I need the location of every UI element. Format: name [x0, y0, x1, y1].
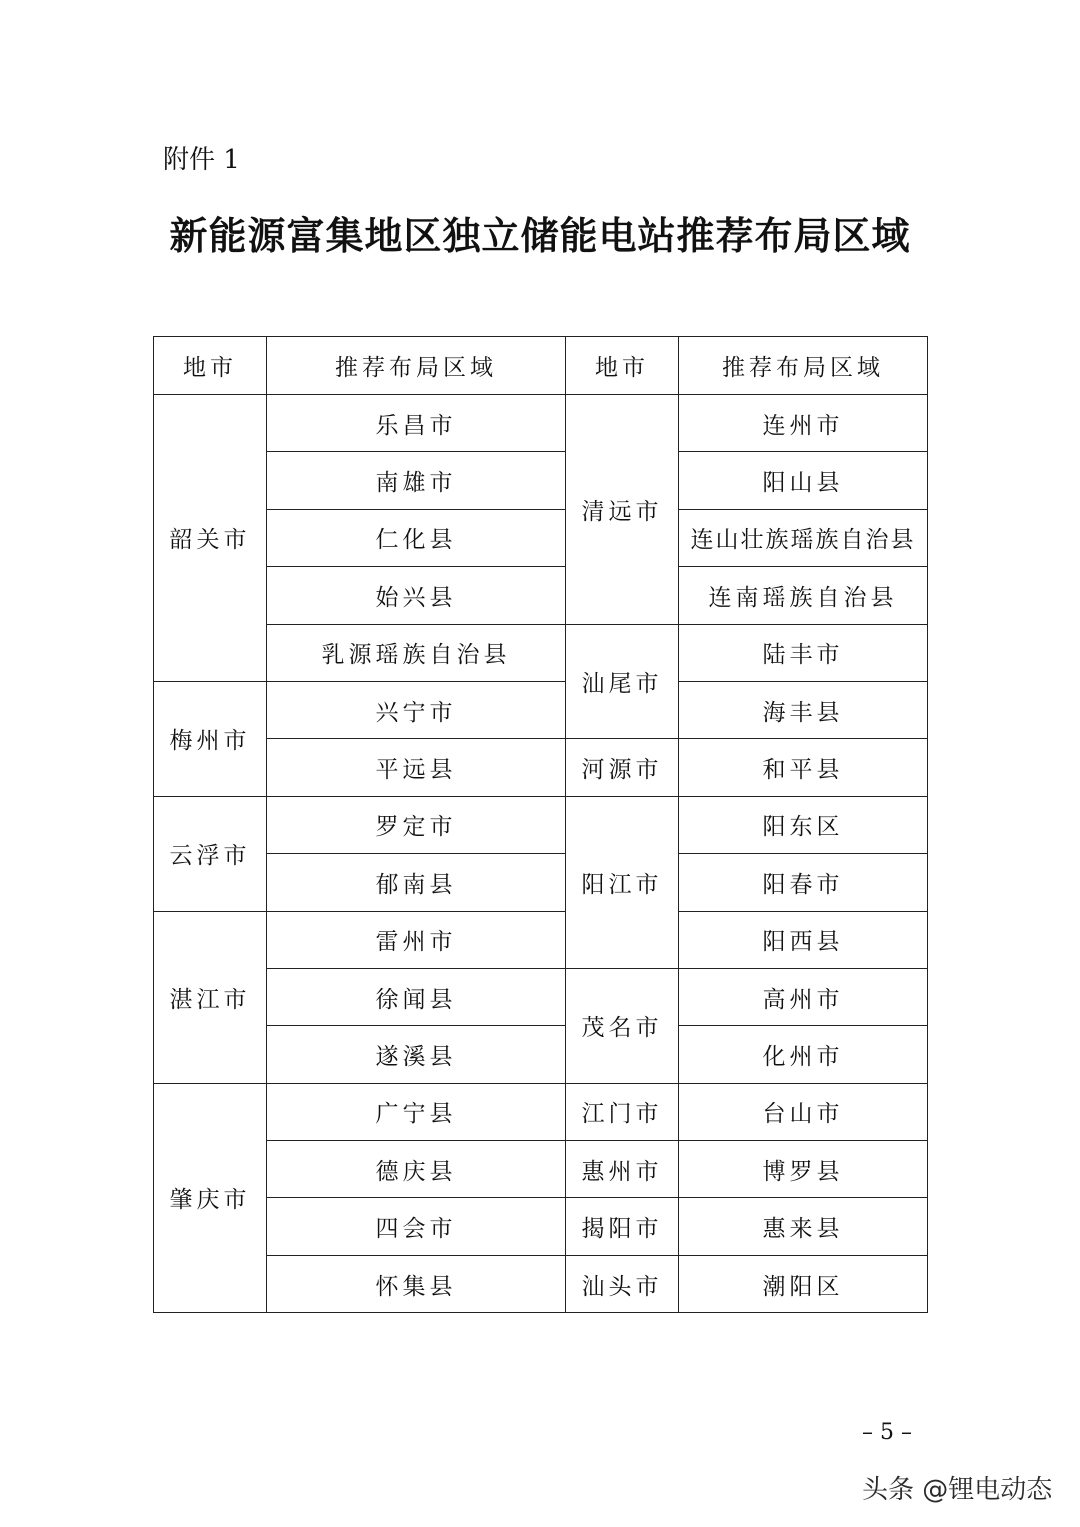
- table-row: [154, 1026, 928, 1083]
- table-row: [154, 968, 928, 1025]
- table-row: [154, 1255, 928, 1312]
- area-cell: 乐昌市: [267, 395, 566, 452]
- table-row: [154, 452, 928, 509]
- document-title: 新能源富集地区独立储能电站推荐布局区域: [169, 213, 911, 258]
- city-cell: 韶关市: [154, 395, 267, 682]
- area-cell: 徐闻县: [267, 968, 566, 1025]
- area-cell: 广宁县: [267, 1083, 566, 1140]
- area-cell: 平远县: [267, 739, 566, 796]
- city-cell: 湛江市: [154, 911, 267, 1083]
- table-row: [154, 624, 928, 681]
- table-row: [154, 739, 928, 796]
- area-cell: 乳源瑶族自治县: [267, 624, 566, 681]
- city-cell: 茂名市: [566, 968, 679, 1083]
- area-cell: 阳春市: [679, 854, 928, 911]
- area-cell: 连山壮族瑶族自治县: [679, 509, 928, 566]
- area-cell: 和平县: [679, 739, 928, 796]
- header-city-right: 地市: [566, 337, 679, 395]
- source-watermark: 头条 @锂电动态: [862, 1475, 1053, 1505]
- area-cell: 化州市: [679, 1026, 928, 1083]
- page-number: – 5 –: [862, 1420, 912, 1445]
- table-row: [154, 395, 928, 452]
- area-cell: 连州市: [679, 395, 928, 452]
- table-row: [154, 854, 928, 911]
- city-cell: 汕尾市: [566, 624, 679, 739]
- area-cell: 陆丰市: [679, 624, 928, 681]
- layout-table: [153, 336, 928, 1313]
- area-cell: 阳山县: [679, 452, 928, 509]
- area-cell: 潮阳区: [679, 1255, 928, 1312]
- table-row: [154, 509, 928, 566]
- area-cell: 高州市: [679, 968, 928, 1025]
- header-area-left: 推荐布局区域: [267, 337, 566, 395]
- area-cell: 阳东区: [679, 796, 928, 853]
- attachment-label: 附件 1: [163, 145, 240, 175]
- area-cell: 仁化县: [267, 509, 566, 566]
- city-cell: 惠州市: [566, 1141, 679, 1198]
- city-cell: 云浮市: [154, 796, 267, 911]
- area-cell: 怀集县: [267, 1255, 566, 1312]
- area-cell: 始兴县: [267, 567, 566, 624]
- area-cell: 遂溪县: [267, 1026, 566, 1083]
- area-cell: 南雄市: [267, 452, 566, 509]
- area-cell: 惠来县: [679, 1198, 928, 1255]
- city-cell: 梅州市: [154, 681, 267, 796]
- table-row: [154, 911, 928, 968]
- city-cell: 江门市: [566, 1083, 679, 1140]
- city-cell: 清远市: [566, 395, 679, 625]
- table-row: [154, 681, 928, 738]
- area-cell: 兴宁市: [267, 681, 566, 738]
- city-cell: 肇庆市: [154, 1083, 267, 1313]
- area-cell: 郁南县: [267, 854, 566, 911]
- area-cell: 连南瑶族自治县: [679, 567, 928, 624]
- table-header-row: [154, 337, 928, 395]
- area-cell: 四会市: [267, 1198, 566, 1255]
- table-row: [154, 1141, 928, 1198]
- city-cell: 河源市: [566, 739, 679, 796]
- area-cell: 德庆县: [267, 1141, 566, 1198]
- area-cell: 阳西县: [679, 911, 928, 968]
- table-row: [154, 1083, 928, 1140]
- area-cell: 雷州市: [267, 911, 566, 968]
- area-cell: 罗定市: [267, 796, 566, 853]
- table-row: [154, 1198, 928, 1255]
- area-cell: 博罗县: [679, 1141, 928, 1198]
- area-cell: 海丰县: [679, 681, 928, 738]
- city-cell: 揭阳市: [566, 1198, 679, 1255]
- area-cell: 台山市: [679, 1083, 928, 1140]
- table-row: [154, 796, 928, 853]
- city-cell: 汕头市: [566, 1255, 679, 1312]
- header-area-right: 推荐布局区域: [679, 337, 928, 395]
- header-city-left: 地市: [154, 337, 267, 395]
- table-row: [154, 567, 928, 624]
- city-cell: 阳江市: [566, 796, 679, 968]
